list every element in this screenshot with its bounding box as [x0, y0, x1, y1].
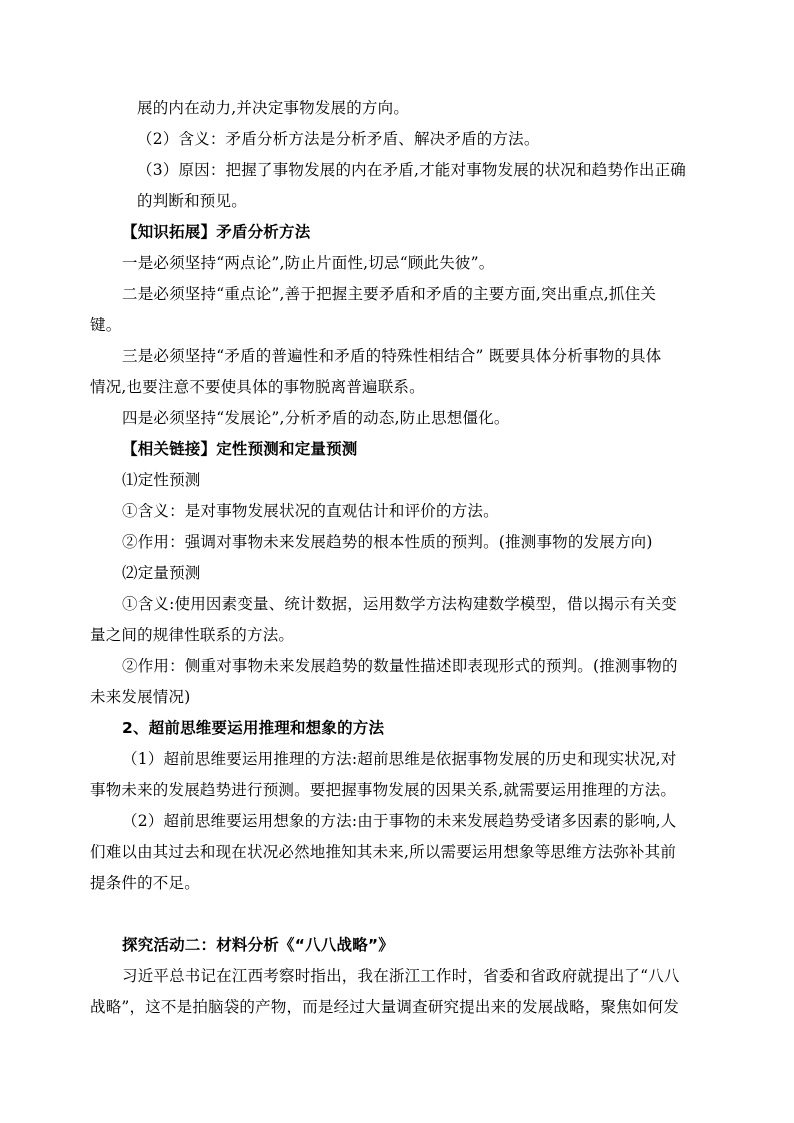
- text-line: 四是必须坚持“发展论”,分析矛盾的动态,防止思想僵化。: [122, 409, 510, 427]
- section-heading: 探究活动二：材料分析《“八八战略”》: [122, 936, 394, 954]
- text-line: 习近平总书记在江西考察时指出，我在浙江工作时，省委和省政府就提出了“八八: [122, 967, 680, 985]
- text-line: 情况,也要注意不要使具体的事物脱离普遍联系。: [90, 378, 425, 396]
- text-line: 三是必须坚持“矛盾的普遍性和矛盾的特殊性相结合” 既要具体分析事物的具体: [122, 347, 662, 365]
- text-line: 事物未来的发展趋势进行预测。要把握事物发展的因果关系,就需要运用推理的方法。: [90, 781, 677, 799]
- text-line: ①含义:使用因素变量、统计数据，运用数学方法构建数学模型，借以揭示有关变: [122, 595, 677, 613]
- text-line: ⑴定性预测: [122, 471, 201, 489]
- text-line: 二是必须坚持“重点论”,善于把握主要矛盾和矛盾的主要方面,突出重点,抓住关: [122, 285, 657, 303]
- text-line: 展的内在动力,并决定事物发展的方向。: [137, 99, 410, 117]
- section-heading: 2、超前思维要运用推理和想象的方法: [122, 719, 385, 737]
- text-line: 量之间的规律性联系的方法。: [90, 626, 295, 644]
- text-line: 一是必须坚持“两点论”,防止片面性,切忌“顾此失彼”。: [122, 254, 495, 272]
- text-line: （2）超前思维要运用想象的方法:由于事物的未来发展趋势受诸多因素的影响,人: [122, 812, 677, 830]
- text-line: ①含义：是对事物发展状况的直观估计和评价的方法。: [122, 502, 499, 520]
- text-line: ②作用：强调对事物未来发展趋势的根本性质的预判。(推测事物的发展方向): [122, 533, 653, 551]
- text-line: ⑵定量预测: [122, 564, 201, 582]
- text-line: （1）超前思维要运用推理的方法:超前思维是依据事物发展的历史和现实状况,对: [122, 750, 677, 768]
- text-line: 们难以由其过去和现在状况必然地推知其未来,所以需要运用想象等思维方法弥补其前: [90, 843, 677, 861]
- text-line: 键。: [90, 316, 122, 334]
- text-line: （2）含义：矛盾分析方法是分析矛盾、解决矛盾的方法。: [137, 130, 540, 148]
- text-line: 战略”，这不是拍脑袋的产物，而是经过大量调查研究提出来的发展战略，聚焦如何发: [90, 998, 680, 1016]
- section-heading: 【知识拓展】矛盾分析方法: [122, 223, 311, 241]
- text-line: ②作用：侧重对事物未来发展趋势的数量性描述即表现形式的预判。(推测事物的: [122, 657, 678, 675]
- text-line: （3）原因：把握了事物发展的内在矛盾,才能对事物发展的状况和趋势作出正确: [137, 161, 686, 179]
- text-line: 的判断和预见。: [137, 192, 247, 210]
- text-line: 提条件的不足。: [90, 874, 200, 892]
- section-heading: 【相关链接】定性预测和定量预测: [122, 440, 358, 458]
- text-line: 未来发展情况): [90, 688, 191, 706]
